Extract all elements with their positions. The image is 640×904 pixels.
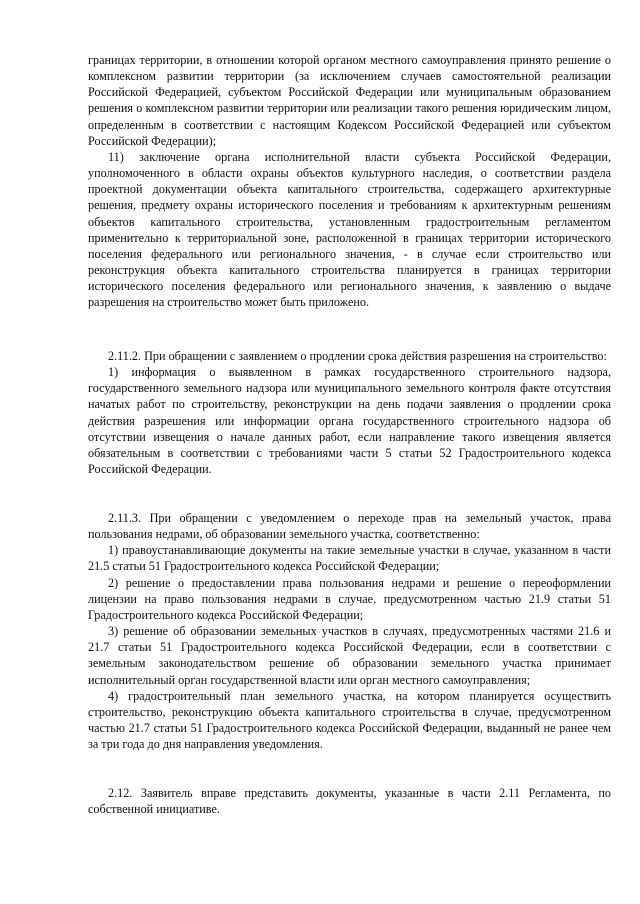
paragraph-item-11: 11) заключение органа исполнительной власти субъекта Российской Федерации, уполномоченного в области охраны объектов культурного наследия, о соответствии раздела проектной документации объекта капитального строительства, содержащего архитектурные решения, предмету охраны исторического поселения и требованиям к архитектурным решениям объектов капитального строительства, установленным градостроительным регламентом применительно к территориальной зоне, расположенной в границах территории исторического поселения федерального или регионального значения, - в случае если строительство или реконструкция объекта капитального строительства планируется в границах территории исторического поселения федерального или регионального значения, к заявлению о выдаче разрешения на строительство может быть приложено. xyxy=(88,149,611,310)
paragraph-territory-continuation: границах территории, в отношении которой органом местного самоуправления принято решение о комплексном развитии территории (за исключением случаев самостоятельной реализации Российской Федерацией, субъектом Российской Федерации или муниципальным образованием решения о комплексном развитии территории или реализации такого решения юридическим лицом, определенным в соответствии с настоящим Кодексом Российской Федерацией или субъектом Российской Федерации); xyxy=(88,53,611,148)
section-2-12 xyxy=(88,785,611,817)
section-2-11-3-item-4: 4) градостроительный план земельного участка, на котором планируется осуществить строительство, реконструкцию объекта капитального строительства в случае, предусмотренном частью 21.7 статьи 51 Градостроительного кодекса Российской Федерации, выданный не ранее чем за три года до дня направления уведомления. xyxy=(88,688,611,752)
section-2-11-3-item-1: 1) правоустанавливающие документы на такие земельные участки в случае, указанном в части 21.5 статьи 51 Градостроительного кодекса Российской Федерации; xyxy=(88,543,611,574)
section-2-11-2-heading: 2.11.2. При обращении с заявлением о продлении срока действия разрешения на строительство: xyxy=(108,349,607,363)
section-2-12-text: 2.12. Заявитель вправе представить документы, указанные в части 2.11 Регламента, по собственной инициативе. xyxy=(88,786,611,817)
section-2-11-3-heading: 2.11.3. При обращении с уведомлением о переходе прав на земельный участок, права пользования недрами, об образовании земельного участка, соответственно: xyxy=(88,511,611,542)
section-2-11-2-item-1: 1) информация о выявленном в рамках государственного строительного надзора, государственного земельного надзора или муниципального земельного контроля факте отсутствия начатых работ по строительству, реконструкции на день подачи заявления о продлении срока действия разрешения или информации органа государственного строительного надзора об отсутствии извещения о начале данных работ, если направление такого извещения является обязательным в соответствии с требованиями части 5 статьи 52 Градостроительного кодекса Российской Федерации. xyxy=(88,365,611,477)
continued-text-block xyxy=(88,52,611,311)
section-2-11-2 xyxy=(88,348,611,477)
section-2-11-3-item-2: 2) решение о предоставлении права пользования недрами и решение о переоформлении лицензии на право пользования недрами в случае, предусмотренном частью 21.9 статьи 51 Градостроительного кодекса Российской Федерации; xyxy=(88,575,611,622)
section-2-11-3-item-3: 3) решение об образовании земельных участков в случаях, предусмотренных частями 21.6 и 21.7 статьи 51 Градостроительного кодекса Российской Федерации, если в соответствии с земельным законодательством решение об образовании земельного участка принимает исполнительный орган государственной власти или орган местного самоуправления; xyxy=(88,624,611,687)
section-2-11-3 xyxy=(88,510,611,752)
